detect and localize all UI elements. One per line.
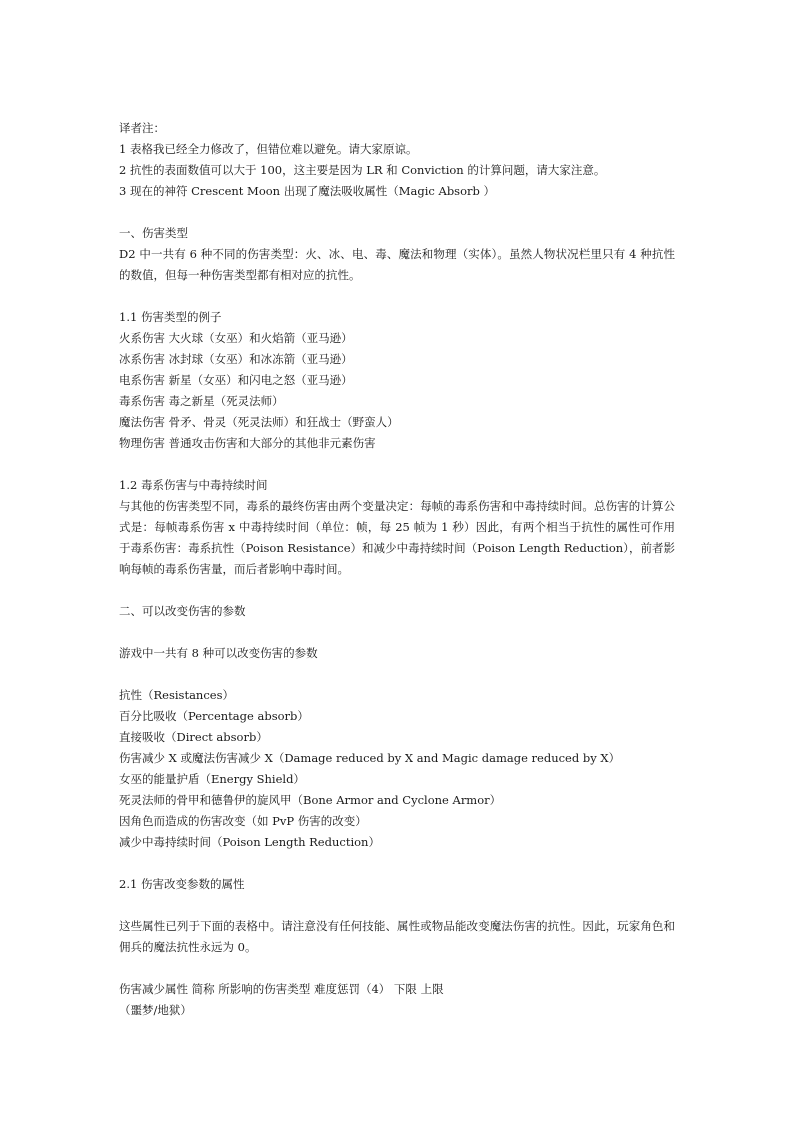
subsection-heading: 1.1 伤害类型的例子 [119,310,222,324]
document-page [119,118,675,1021]
section-intro: 游戏中一共有 8 种可以改变伤害的参数 [119,646,318,660]
subsection-heading: 1.2 毒系伤害与中毒持续时间 [119,478,268,492]
spacer [119,202,675,223]
table-header: 伤害减少属性 简称 所影响的伤害类型 难度惩罚（4） 下限 上限 [119,982,444,996]
translator-notes-heading: 译者注： [119,121,165,135]
table-header-continuation: （噩梦/地狱） [119,1003,192,1017]
translator-note-item: 1 表格我已经全力修改了，但错位难以避免。请大家原谅。 [119,142,418,156]
damage-type-item: 电系伤害 新星（女巫）和闪电之怒（亚马逊） [119,373,353,387]
section-paragraph: D2 中一共有 6 种不同的伤害类型：火、冰、电、毒、魔法和物理（实体）。虽然人物状况栏里只有 4 种抗性的数值，但每一种伤害类型都有相对应的抗性。 [119,247,675,282]
damage-type-item: 火系伤害 大火球（女巫）和火焰箭（亚马逊） [119,331,353,345]
parameter-item: 死灵法师的骨甲和德鲁伊的旋风甲（Bone Armor and Cyclone Armor） [119,793,502,807]
damage-type-item: 毒系伤害 毒之新星（死灵法师） [119,394,284,408]
spacer [119,580,675,601]
parameter-item: 伤害减少 X 或魔法伤害减少 X（Damage reduced by X and Magic damage reduced by X） [119,751,621,765]
spacer [119,664,675,685]
parameter-item: 抗性（Resistances） [119,688,234,702]
spacer [119,622,675,643]
parameter-item: 百分比吸收（Percentage absorb） [119,709,309,723]
parameter-item: 因角色而造成的伤害改变（如 PvP 伤害的改变） [119,814,367,828]
translator-note-item: 2 抗性的表面数值可以大于 100，这主要是因为 LR 和 Conviction 的计算问题，请大家注意。 [119,163,606,177]
spacer [119,958,675,979]
parameter-item: 减少中毒持续时间（Poison Length Reduction） [119,835,380,849]
damage-type-item: 魔法伤害 骨矛、骨灵（死灵法师）和狂战士（野蛮人） [119,415,399,429]
damage-type-item: 物理伤害 普通攻击伤害和大部分的其他非元素伤害 [119,436,376,450]
subsection-heading: 2.1 伤害改变参数的属性 [119,877,245,891]
spacer [119,853,675,874]
parameter-item: 直接吸收（Direct absorb） [119,730,268,744]
translator-note-item: 3 现在的神符 Crescent Moon 出现了魔法吸收属性（Magic Absorb ） [119,184,496,198]
section-heading: 二、可以改变伤害的参数 [119,604,246,618]
spacer [119,286,675,307]
section-paragraph: 这些属性已列于下面的表格中。请注意没有任何技能、属性或物品能改变魔法伤害的抗性。因此，玩家角色和佣兵的魔法抗性永远为 0。 [119,919,675,954]
section-heading: 一、伤害类型 [119,226,188,240]
spacer [119,895,675,916]
parameter-item: 女巫的能量护盾（Energy Shield） [119,772,305,786]
damage-type-item: 冰系伤害 冰封球（女巫）和冰冻箭（亚马逊） [119,352,353,366]
section-paragraph: 与其他的伤害类型不同，毒系的最终伤害由两个变量决定：每帧的毒系伤害和中毒持续时间。总伤害的计算公式是：每帧毒系伤害 x 中毒持续时间（单位：帧，每 25 帧为 1 秒）因此，有两个相当于抗性的属性可作用于毒系伤害：毒系抗性（Poison Resistance）和减少中毒持续时间（Poison Length Reduction），前者影响每帧的毒系伤害量，而后者影响中毒时间。 [119,499,675,576]
spacer [119,454,675,475]
